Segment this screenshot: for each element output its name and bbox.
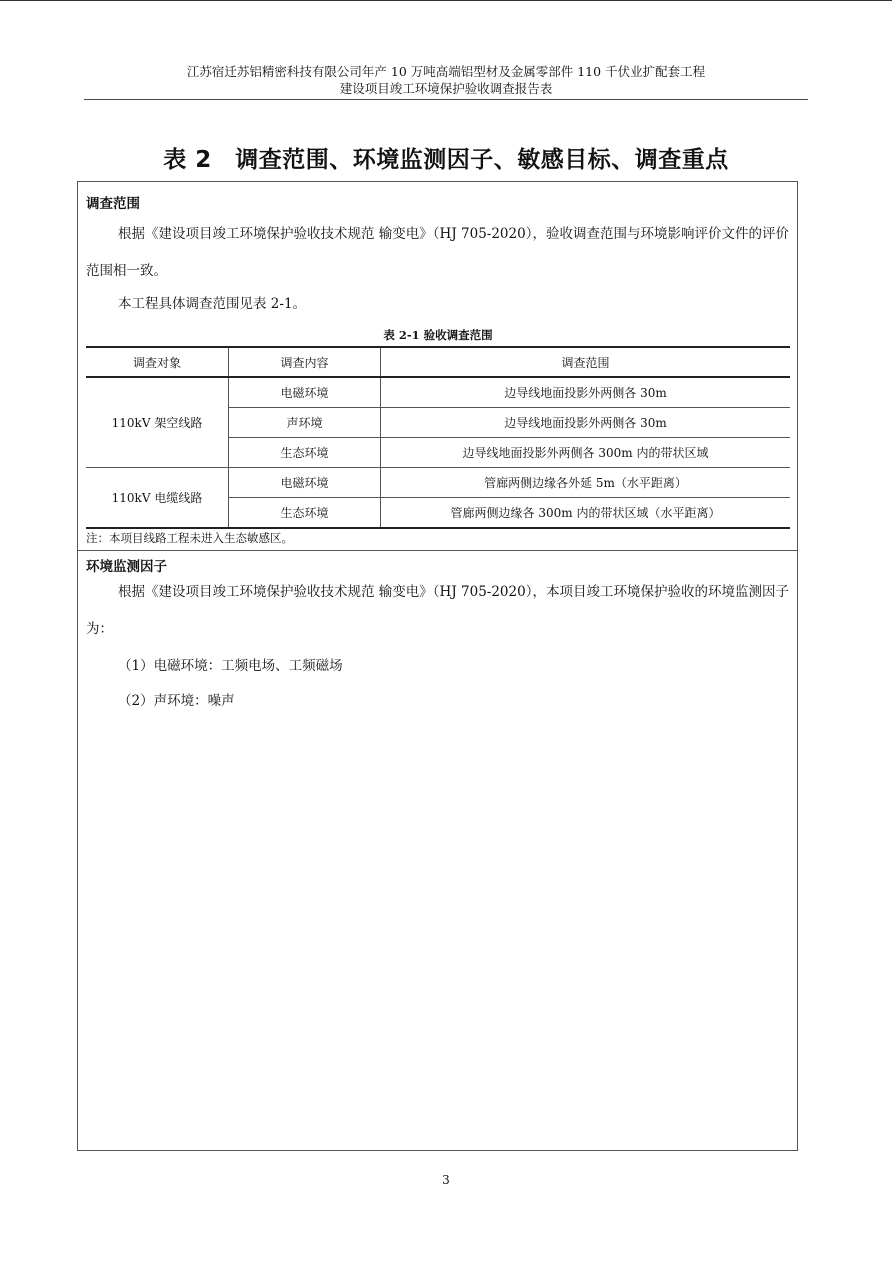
survey-content-cell: 生态环境 — [229, 498, 381, 529]
survey-range-cell: 管廊两侧边缘各外延 5m（水平距离） — [381, 468, 791, 498]
page-number: 3 — [442, 1173, 450, 1187]
header-rule — [84, 99, 808, 100]
survey-range-cell: 边导线地面投影外两侧各 300m 内的带状区域 — [381, 438, 791, 468]
section-heading-monitoring-factors: 环境监测因子 — [86, 559, 167, 575]
survey-content-cell: 电磁环境 — [229, 377, 381, 408]
survey-range-cell: 管廊两侧边缘各 300m 内的带状区域（水平距离） — [381, 498, 791, 529]
header-survey-object: 调查对象 — [86, 347, 229, 377]
survey-scope-table-reference: 本工程具体调查范围见表 2-1。 — [118, 296, 307, 312]
monitoring-factors-paragraph: 根据《建设项目竣工环境保护验收技术规范 输变电》（HJ 705-2020），本项目竣工环境保护验收的环境监测因子为： — [86, 584, 789, 637]
section-divider — [77, 550, 798, 551]
monitoring-factor-item-1: （1）电磁环境：工频电场、工频磁场 — [118, 658, 343, 674]
survey-object-overhead-line: 110kV 架空线路 — [86, 377, 229, 468]
survey-range-cell: 边导线地面投影外两侧各 30m — [381, 377, 791, 408]
table-note: 注：本项目线路工程未进入生态敏感区。 — [86, 531, 293, 545]
top-border-line — [0, 0, 892, 1]
header-survey-range: 调查范围 — [381, 347, 791, 377]
survey-scope-paragraph: 根据《建设项目竣工环境保护验收技术规范 输变电》（HJ 705-2020），验收调查范围与环境影响评价文件的评价范围相一致。 — [86, 226, 789, 279]
table-header-row — [86, 347, 790, 377]
table-row — [86, 468, 790, 498]
table-row — [86, 377, 790, 408]
survey-scope-table — [86, 346, 790, 529]
survey-range-cell: 边导线地面投影外两侧各 30m — [381, 408, 791, 438]
header-survey-content: 调查内容 — [229, 347, 381, 377]
section-heading-survey-scope: 调查范围 — [86, 196, 140, 212]
survey-content-cell: 生态环境 — [229, 438, 381, 468]
survey-content-cell: 声环境 — [229, 408, 381, 438]
survey-object-cable-line: 110kV 电缆线路 — [86, 468, 229, 529]
page-title: 表 2 调查范围、环境监测因子、敏感目标、调查重点 — [163, 147, 729, 173]
header-line-2: 建设项目竣工环境保护验收调查报告表 — [339, 81, 553, 96]
survey-content-cell: 电磁环境 — [229, 468, 381, 498]
monitoring-factor-item-2: （2）声环境：噪声 — [118, 693, 235, 709]
header-line-1: 江苏宿迁苏铝精密科技有限公司年产 10 万吨高端铝型材及金属零部件 110 千伏业扩配套工程 — [186, 64, 706, 79]
document-header — [84, 63, 808, 97]
table-caption: 表 2-1 验收调查范围 — [383, 328, 493, 342]
